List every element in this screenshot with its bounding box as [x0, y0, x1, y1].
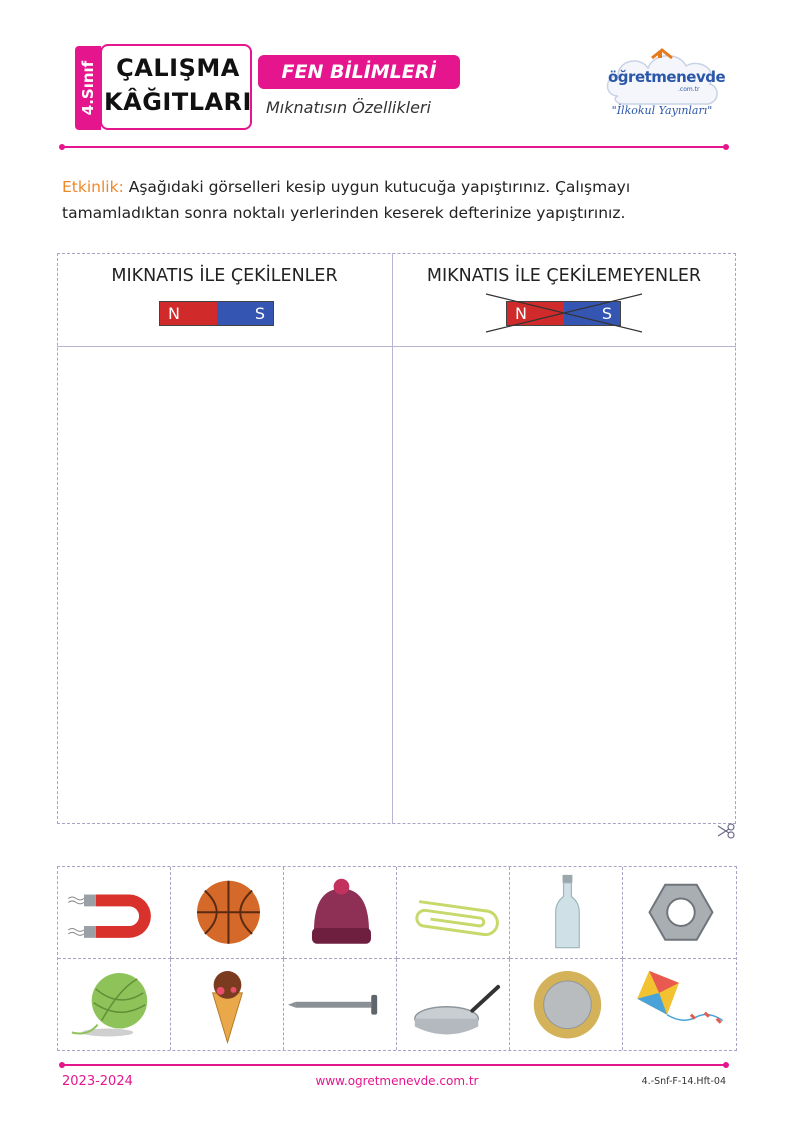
frying-pan-icon [397, 959, 509, 1051]
cutout-cell[interactable] [171, 867, 284, 959]
glass-bottle-icon [510, 867, 622, 958]
divider-dot [723, 144, 729, 150]
bar-magnet [159, 301, 274, 326]
header-divider [62, 146, 726, 148]
topic-title: Mıknatısın Özellikleri [266, 98, 431, 117]
footer-year: 2023-2024 [62, 1074, 133, 1089]
title-line-1: ÇALIŞMA [116, 54, 240, 82]
wool-hat-icon [284, 867, 396, 958]
not-attracted-column-header: MIKNATIS İLE ÇEKİLEMEYENLER [426, 266, 702, 286]
magnet-north-pole: N [507, 302, 564, 325]
scissors-icon [716, 822, 738, 840]
kite-icon [623, 959, 736, 1051]
cutout-cell[interactable] [510, 867, 623, 959]
horseshoe-magnet-icon [58, 867, 170, 958]
activity-instruction [62, 174, 734, 226]
hex-nut-icon [623, 867, 736, 958]
cutout-cell[interactable] [58, 867, 171, 959]
footer-divider [62, 1064, 726, 1066]
sorting-table [57, 253, 736, 824]
footer-url[interactable]: www.ogretmenevde.com.tr [315, 1074, 479, 1088]
logo-wordmark: öğretmenevde [608, 68, 726, 86]
divider-dot [723, 1062, 729, 1068]
grade-label: 4.Sınıf [79, 60, 97, 116]
sorting-divider-vertical [392, 253, 393, 824]
nail-icon [284, 959, 396, 1051]
cutout-grid [57, 866, 737, 1051]
basketball-icon [171, 867, 283, 958]
ice-cream-cone-icon [171, 959, 283, 1051]
cutout-cell[interactable] [510, 959, 623, 1051]
divider-dot [59, 144, 65, 150]
magnet-north-pole: N [160, 302, 217, 325]
paper-clip-icon [397, 867, 509, 958]
title-box [100, 44, 252, 130]
publisher-logo [600, 46, 724, 128]
title-line-2: KÂĞITLARI [104, 88, 252, 116]
magnet-south-pole: S [564, 302, 621, 325]
activity-label: Etkinlik: [62, 178, 124, 196]
cutout-cell[interactable] [171, 959, 284, 1051]
sorting-divider-horizontal [57, 346, 736, 347]
cross-out-icon [484, 292, 644, 334]
cutout-cell[interactable] [623, 959, 736, 1051]
cutout-cell[interactable] [397, 867, 510, 959]
footer-code: 4.-Snf-F-14.Hft-04 [641, 1076, 726, 1087]
cutout-cell[interactable] [58, 959, 171, 1051]
activity-text: Aşağıdaki görselleri kesip uygun kutucuğa yapıştırınız. Çalışmayı tamamladıktan sonra noktalı yerlerinden keserek defterinize yapıştırınız. [62, 178, 631, 222]
cutout-cell[interactable] [284, 867, 397, 959]
logo-tagline: "İlkokul Yayınları" [611, 104, 713, 117]
divider-dot [59, 1062, 65, 1068]
cutout-cell[interactable] [623, 867, 736, 959]
cutout-cell[interactable] [397, 959, 510, 1051]
grade-tab [75, 46, 101, 130]
logo-domain: .com.tr [678, 86, 700, 93]
yarn-ball-icon [58, 959, 170, 1051]
subject-title: FEN BİLİMLERİ [258, 55, 460, 89]
cutout-cell[interactable] [284, 959, 397, 1051]
attracted-column-header: MIKNATIS İLE ÇEKİLENLER [111, 266, 338, 286]
magnet-south-pole: S [217, 302, 274, 325]
coin-icon [510, 959, 622, 1051]
